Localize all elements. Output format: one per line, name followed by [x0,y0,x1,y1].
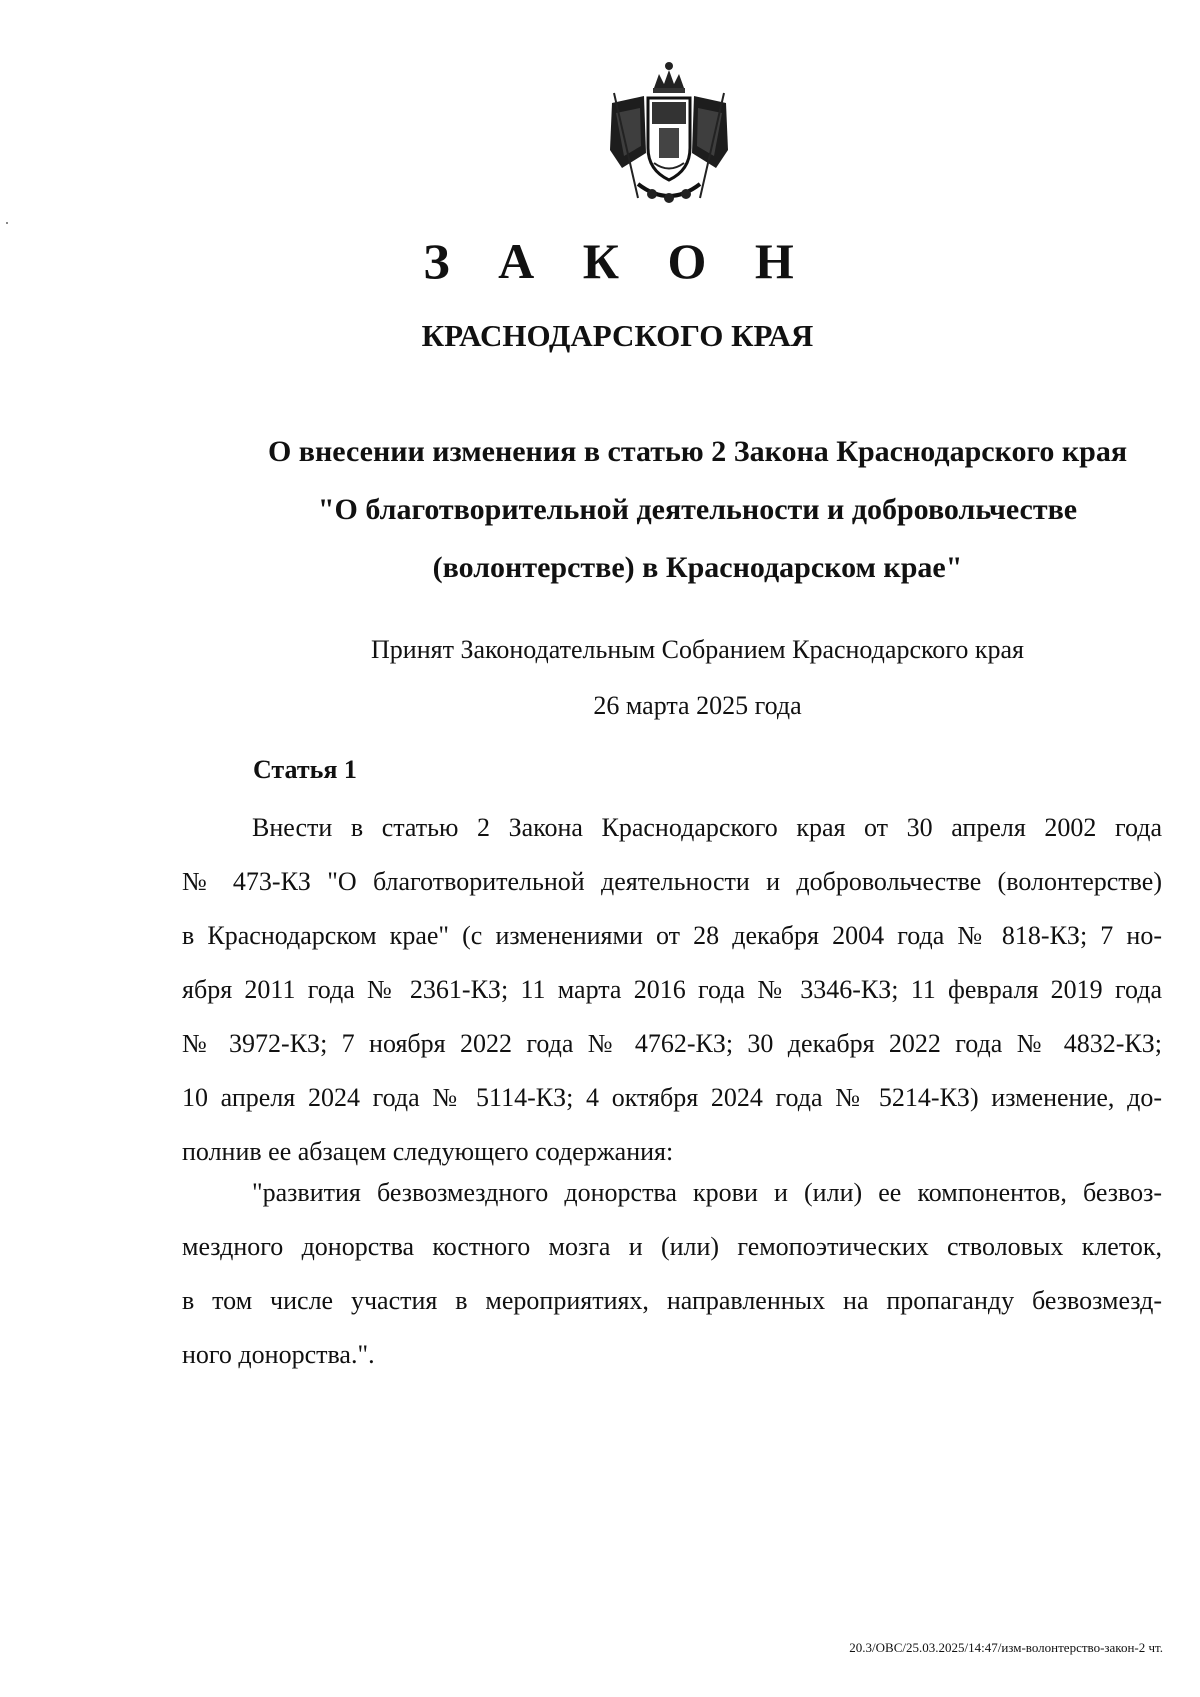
paragraph-line: Внести в статью 2 Закона Краснодарского края от 30 апреля 2002 года [252,813,1162,842]
heading-line: (волонтерстве) в Краснодарском крае" [432,551,963,584]
heading-line: О внесении изменения в статью 2 Закона Краснодарского края [267,435,1128,468]
adoption-date: 26 марта 2025 года [593,691,802,720]
paragraph-line: № 473-КЗ "О благотворительной деятельности и добровольчестве (волонтерстве) [182,867,1162,896]
paragraph-line: в Краснодарском крае" (с изменениями от 28 декабря 2004 года № 818-КЗ; 7 но- [182,921,1162,950]
adoption-note [160,622,1200,734]
heading-line: "О благотворительной деятельности и добровольчестве [317,493,1078,526]
paragraph-line: ного донорства.". [182,1340,375,1369]
paragraph-line: в том числе участия в мероприятиях, направленных на пропаганду безвозмезд- [182,1286,1162,1315]
paragraph-line: полнив ее абзацем следующего содержания: [182,1137,674,1166]
paragraph-line: "развития безвозмездного донорства крови и (или) ее компонентов, безвоз- [252,1178,1162,1207]
paragraph-line: ября 2011 года № 2361-КЗ; 11 марта 2016 года № 3346-КЗ; 11 февраля 2019 года [182,975,1162,1004]
document-footer-code: 20.3/ОВС/25.03.2025/14:47/изм-волонтерство-закон-2 чт. [849,1640,1163,1655]
law-subtitle: КРАСНОДАРСКОГО КРАЯ [421,318,814,353]
paragraph-line: № 3972-КЗ; 7 ноября 2022 года № 4762-КЗ; 30 декабря 2022 года № 4832-КЗ; [182,1029,1162,1058]
article-paragraph-1 [182,801,1162,1179]
krasnodar-coat-of-arms-icon [604,58,734,208]
paragraph-line: 10 апреля 2024 года № 5114-КЗ; 4 октября 2024 года № 5214-КЗ) изменение, до- [182,1083,1162,1112]
law-title: З А К О Н [423,233,812,289]
article-title: Статья 1 [253,755,357,784]
scan-artifact [6,222,8,224]
article-paragraph-2 [182,1166,1162,1382]
adoption-body: Принят Законодательным Собранием Краснодарского края [371,635,1024,664]
paragraph-line: мездного донорства костного мозга и (или) гемопоэтических стволовых клеток, [182,1232,1162,1261]
law-heading [160,423,1200,597]
